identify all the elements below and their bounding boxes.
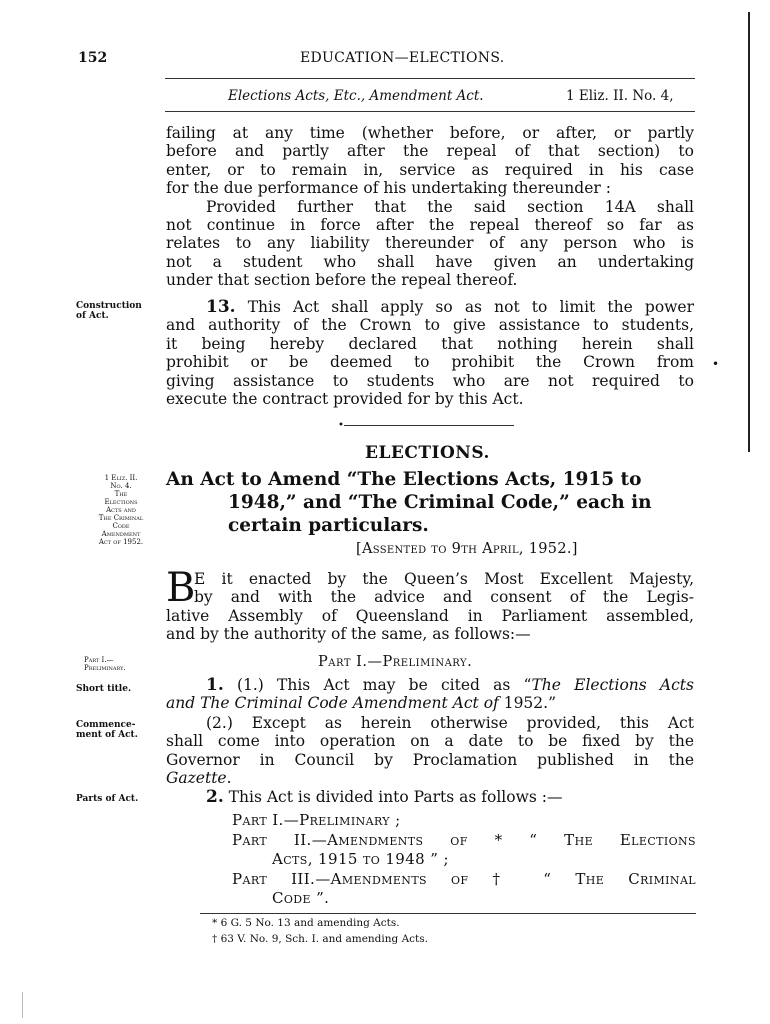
margin-note-short-title: Short title. xyxy=(76,684,132,694)
part-margin-note xyxy=(84,656,174,672)
margin-note-line: of Act. xyxy=(76,311,109,321)
parts-list-item: Code ”. xyxy=(272,889,330,907)
margin-note-parts: Parts of Act. xyxy=(76,794,139,804)
text-line: enter, or to remain in, service as required in his case xyxy=(166,160,694,179)
section-1 xyxy=(166,676,694,713)
separator-dot: • xyxy=(338,420,344,431)
italic-text: Gazette xyxy=(166,769,227,788)
section-text: 1952.” xyxy=(498,694,557,713)
margin-note-line: ment of Act. xyxy=(76,730,138,740)
continued-section xyxy=(166,124,694,290)
long-title-line: 1948,” and “The Criminal Code,” each in xyxy=(228,492,652,513)
section-number: 2. xyxy=(206,787,224,807)
text-line: relates to any liability thereunder of any person who is xyxy=(166,234,694,253)
margin-citation xyxy=(76,474,166,546)
long-title-line: certain particulars. xyxy=(228,515,429,536)
margin-citation-line: 1 Eliz. II. xyxy=(104,474,138,482)
text-line xyxy=(166,769,694,787)
margin-citation-line: Code xyxy=(112,522,130,530)
enacting-formula xyxy=(166,565,694,644)
header-rule xyxy=(165,78,695,79)
section-text: This Act is divided into Parts as follows :— xyxy=(223,788,563,806)
margin-citation-line: Act of 1952. xyxy=(98,538,144,546)
margin-citation-line: Amendment xyxy=(101,530,141,538)
part-margin-line: Part I.— xyxy=(84,656,114,664)
subheader-rule xyxy=(165,111,695,112)
assented-date: [Assented to 9th April, 1952.] xyxy=(356,541,578,557)
section-text: (1.) This Act may be cited as “ xyxy=(223,676,532,694)
long-title-line: An Act to Amend “The Elections Acts, 1915 to xyxy=(166,469,642,490)
page-number: 152 xyxy=(78,50,108,66)
text-line: (2.) Except as herein otherwise provided, this Act xyxy=(206,714,694,732)
text-line: prohibit or be deemed to prohibit the Crown from xyxy=(166,353,694,372)
text-line: before and partly after the repeal of that section) to xyxy=(166,142,694,161)
act-short-title: Elections Acts, Etc., Amendment Act. xyxy=(228,88,484,104)
text-line xyxy=(166,788,694,806)
part-margin-line: Preliminary. xyxy=(84,664,126,672)
text-line: Governor in Council by Proclamation published in the xyxy=(166,750,694,769)
text-line: giving assistance to students who are not required to xyxy=(166,371,694,390)
section-2 xyxy=(166,788,694,806)
section-13 xyxy=(166,298,694,408)
margin-dot: • xyxy=(712,357,720,371)
section-text: This Act shall apply so as not to limit the power xyxy=(235,298,694,316)
footnote: * 6 G. 5 No. 13 and amending Acts. xyxy=(212,917,400,929)
footnote-rule xyxy=(200,913,696,914)
running-head: EDUCATION—ELECTIONS. xyxy=(300,50,505,66)
margin-citation-line: No. 4. xyxy=(110,482,132,490)
text-line: it being hereby declared that nothing herein shall xyxy=(166,334,694,353)
text-line: not continue in force after the repeal thereof so far as xyxy=(166,216,694,235)
text-line: and by the authority of the same, as follows:— xyxy=(166,625,531,644)
parts-list-item: Part II.—Amendments of * “ The Elections xyxy=(232,831,696,849)
margin-citation-line: Acts and xyxy=(106,506,136,514)
text-line: shall come into operation on a date to be fixed by the xyxy=(166,732,694,751)
margin-note-line: Construction xyxy=(76,301,142,311)
text-line: and authority of the Crown to give assistance to students, xyxy=(166,316,694,335)
text-line xyxy=(166,676,694,694)
text-line: E it enacted by the Queen’s Most Excellent Majesty, xyxy=(194,570,694,588)
text-line: Provided further that the said section 14A shall xyxy=(206,197,694,216)
page-edge-mark xyxy=(22,992,23,1018)
parts-list-item: Acts, 1915 to 1948 ” ; xyxy=(272,850,449,868)
margin-note-commencement xyxy=(76,720,166,740)
text-line: execute the contract provided for by this Act. xyxy=(166,390,524,409)
section-1-2 xyxy=(166,714,694,788)
text-line: by and with the advice and consent of the Legis- xyxy=(194,588,694,607)
text-line: failing at any time (whether before, or after, or partly xyxy=(166,124,694,142)
section-number: 13. xyxy=(206,297,236,317)
margin-note-line: Commence- xyxy=(76,720,136,730)
drop-cap: B xyxy=(166,565,196,611)
elections-heading: ELECTIONS. xyxy=(365,443,490,463)
parts-list-item: Part I.—Preliminary ; xyxy=(232,811,401,829)
text-line: for the due performance of his undertaking thereunder : xyxy=(166,179,611,198)
text-line: not a student who shall have given an undertaking xyxy=(166,252,694,271)
margin-citation-line: The Criminal xyxy=(98,514,144,522)
text-line xyxy=(166,694,694,712)
act-reference: 1 Eliz. II. No. 4, xyxy=(566,88,674,104)
italic-text: The Elections Acts xyxy=(531,676,694,694)
margin-note-construction xyxy=(76,301,166,321)
margin-citation-line: Elections xyxy=(104,498,138,506)
margin-citation-line: The xyxy=(114,490,128,498)
text-line: lative Assembly of Queensland in Parliament assembled, xyxy=(166,606,694,625)
section-number: 1. xyxy=(206,675,224,695)
text-line: under that section before the repeal thereof. xyxy=(166,271,518,290)
section-separator-rule xyxy=(344,425,514,426)
text-line xyxy=(166,298,694,316)
section-text: . xyxy=(226,769,232,788)
part-heading: Part I.—Preliminary. xyxy=(318,654,473,670)
footnote: † 63 V. No. 9, Sch. I. and amending Acts. xyxy=(212,933,428,945)
page-edge-line xyxy=(748,12,750,452)
italic-text: and The Criminal Code Amendment Act of xyxy=(166,694,499,713)
long-title xyxy=(166,468,696,537)
parts-list-item: Part III.—Amendments of † “ The Criminal xyxy=(232,870,696,888)
